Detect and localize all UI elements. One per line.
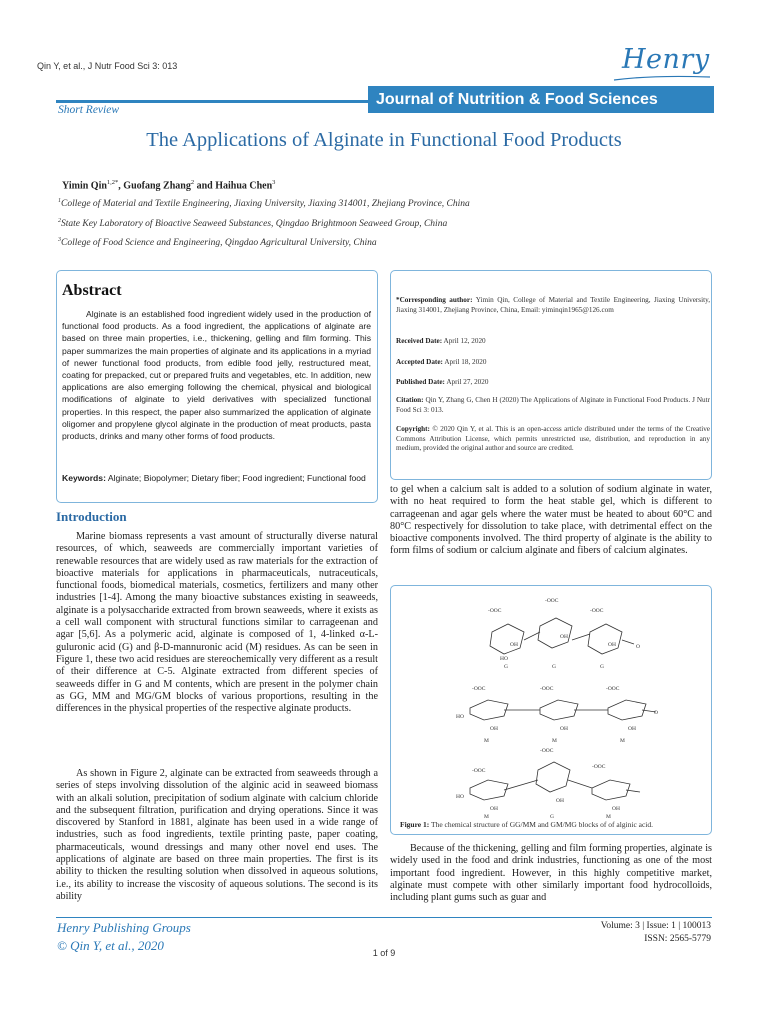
chem-label: OH	[608, 642, 616, 648]
chem-label: OH	[560, 726, 568, 732]
abstract-heading: Abstract	[62, 282, 122, 299]
publisher-logo: Henry	[622, 44, 710, 75]
citation	[396, 396, 710, 415]
figure-caption-text: The chemical structure of GG/MM and GM/MG blocks of of alginic acid.	[430, 820, 654, 829]
chem-label: -OOC	[540, 686, 554, 692]
copyright	[396, 425, 710, 454]
accepted-value: April 18, 2020	[444, 358, 487, 366]
logo-swash	[612, 73, 712, 83]
introduction-paragraph: Marine biomass represents a vast amount of structurally diverse natural resources, of which, seaweeds are commercially important varieties of renewable resources that are widely used as raw materials for the extraction of bioactive materials for applications in pharmaceuticals, nutraceuticals, functional foods, biomedical materials, cosmetics, fertilizers and many other industries [1-4]. Among the many bioactive substances existing in seaweeds, alginate is a polysaccharide extracted from brown seaweeds, where it exists as a cell wall component with structural functions similar to carrageenan and agar [5,6]. As a polymeric acid, alginate is composed of 1, 4-linked α-L-guluronic acid (G) and β-D-mannuronic acid (M) residues. As can be seen in Figure 1, these two acid residues are stereochemically very different as a result of their difference at C-5. Alginate extracted from different species of seaweeds differ in G and M contents, which are present in the polymer chain as GG, MM and MG/GM blocks of various proportions, resulting in the differences in the physical properties of the respective alginate products.	[56, 531, 378, 715]
mm-block-structure	[470, 700, 656, 720]
author-separator: ,	[118, 180, 124, 192]
introduction-heading: Introduction	[56, 509, 127, 524]
author-affiliation-mark: 1,2*	[106, 179, 119, 186]
chem-label: HO	[456, 714, 464, 720]
article-type: Short Review	[58, 104, 119, 116]
received-label: Received Date:	[396, 337, 443, 345]
copyright-label: Copyright:	[396, 425, 430, 433]
author-affiliation-mark: 3	[272, 179, 276, 186]
citation-label: Citation:	[396, 396, 424, 404]
keywords-label: Keywords:	[62, 473, 106, 483]
unit-label: M	[620, 738, 625, 744]
author-list	[62, 179, 275, 191]
footer-issn: ISSN: 2565-5779	[644, 934, 711, 944]
chem-label: -OOC	[592, 764, 606, 770]
footer-copyright: © Qin Y, et al., 2020	[57, 938, 164, 953]
published-value: April 27, 2020	[446, 378, 489, 386]
author-name: Yimin Qin	[62, 180, 107, 192]
chem-label: O	[636, 644, 640, 650]
corresponding-author	[396, 296, 710, 315]
corresponding-label: *Corresponding author:	[396, 296, 473, 304]
footer-publisher: Henry Publishing Groups	[57, 920, 191, 935]
footer-rule	[56, 917, 712, 918]
affiliation-text: State Key Laboratory of Bioactive Seaweed Substances, Qingdao Brightmoon Seaweed Group, China	[61, 219, 448, 230]
unit-label: M	[484, 738, 489, 744]
affiliation-text: College of Material and Textile Engineering, Jiaxing University, Jiaxing 314001, Zhejiang Province, China	[61, 199, 470, 210]
figure-caption	[400, 820, 710, 829]
affiliation-mark: 2	[58, 218, 61, 224]
chem-label: -OOC	[540, 748, 554, 754]
affiliation	[58, 198, 470, 209]
published-date	[396, 378, 710, 388]
affiliation	[58, 237, 377, 248]
chem-label: -OOC	[606, 686, 620, 692]
figure-label: Figure 1:	[400, 820, 430, 829]
published-label: Published Date:	[396, 378, 445, 386]
accepted-label: Accepted Date:	[396, 358, 443, 366]
affiliation-text: College of Food Science and Engineering, Qingdao Agricultural University, China	[61, 238, 377, 249]
chem-label: -OOC	[488, 608, 502, 614]
unit-label: G	[600, 664, 604, 670]
chem-label: HO	[456, 794, 464, 800]
affiliation-mark: 3	[58, 237, 61, 243]
unit-label: M	[606, 814, 611, 818]
introduction-paragraph: Because of the thickening, gelling and film forming properties, alginate is widely used in the food and drink industries, functioning as one of the most important food ingredient. However, in this highly competitive market, alginate must compete with other similarly important food hydrocolloids, including plant gums such as guar and	[390, 843, 712, 904]
unit-label: G	[550, 814, 554, 818]
corresponding-text: Yimin Qin, College of Material and Textile Engineering, Jiaxing University, Jiaxing 314001, Zhejiang Province, China, Email: yiminqin1965@126.com	[396, 296, 711, 314]
affiliation	[58, 218, 447, 229]
chem-label: -OOC	[590, 608, 604, 614]
author-name: Haihua Chen	[215, 180, 273, 192]
chem-label: -OOC	[545, 598, 559, 604]
abstract-text: Alginate is an established food ingredient widely used in the production of functional food products. As a food ingredient, the applications of alginate are based on three main properties, i.e., thickening, gelling and film forming. This paper summarizes the main properties of alginate and its applications in a myriad of newer functional food products, from edible food jelly, restructured meat, coating for prepacked, cut or prepared fruits and vegetables, etc. In addition, new applications are also emerging following the chemical, physical and biological modifications of alginate to yield derivatives with specialized functional properties. In this respect, the paper also summarized the application of alginate oligomer and propylene glycol alginate in the production of meat products, pasta products, drinks and many other forms of food products.	[62, 309, 371, 442]
page-number: 1 of 9	[372, 948, 396, 958]
chem-label: OH	[556, 798, 564, 804]
chem-label: OH	[490, 806, 498, 812]
chem-label: OH	[490, 726, 498, 732]
copyright-text: © 2020 Qin Y, et al. This is an open-access article distributed under the terms of the Creative Commons Attribution License, which permits unrestricted use, distribution, and reproduction in any medium, provided the original author and source are credited.	[396, 425, 710, 453]
chem-label: -OOC	[472, 768, 486, 774]
chem-label: O	[654, 710, 658, 716]
article-title: The Applications of Alginate in Functional Food Products	[146, 129, 622, 151]
chem-label: OH	[612, 806, 620, 812]
introduction-paragraph: to gel when a calcium salt is added to a solution of sodium alginate in water, with no heat required to form the heat stable gel, which is different to carrageenan and agar gels where the water must be heated to about 60°C and 80°C respectively for dissolution to take place, with detrimental effect on the bioactive components involved. The third property of alginate is the ability to form films of sodium or calcium alginate and fibers of calcium alginates.	[390, 484, 712, 557]
unit-label: G	[552, 664, 556, 670]
citation-text: Qin Y, Zhang G, Chen H (2020) The Applications of Alginate in Functional Food Products. J Nutr Food Sci 3: 013.	[396, 396, 711, 414]
keywords	[62, 472, 371, 484]
header-rule	[56, 100, 368, 103]
chem-label: HO	[500, 656, 508, 662]
footer-volume: Volume: 3 | Issue: 1 | 100013	[600, 921, 711, 931]
chem-label: OH	[560, 634, 568, 640]
journal-banner: Journal of Nutrition & Food Sciences	[368, 86, 714, 113]
unit-label: M	[552, 738, 557, 744]
affiliation-mark: 1	[58, 198, 61, 204]
author-affiliation-mark: 2	[190, 179, 195, 186]
running-citation: Qin Y, et al., J Nutr Food Sci 3: 013	[37, 61, 178, 71]
received-date	[396, 337, 710, 347]
unit-label: G	[504, 664, 508, 670]
chem-label: OH	[628, 726, 636, 732]
accepted-date	[396, 358, 710, 368]
chem-label: -OOC	[472, 686, 486, 692]
keywords-text: Alginate; Biopolymer; Dietary fiber; Food ingredient; Functional food	[107, 473, 366, 483]
received-value: April 12, 2020	[443, 337, 486, 345]
unit-label: M	[484, 814, 489, 818]
chem-label: OH	[510, 642, 518, 648]
alginate-structure-figure	[400, 590, 702, 818]
author-name: Guofang Zhang	[123, 180, 191, 192]
mg-block-structure	[470, 762, 640, 800]
introduction-paragraph: As shown in Figure 2, alginate can be extracted from seaweeds through a series of steps involving dissolution of the alginic acid in seaweed biomass with an alkali solution, precipitation of sodium alginate with calcium chloride and the subsequent filtration, purification and drying operations. Since it was discovered by Stanford in 1881, alginate has been used in a wide range of industries, such as food ingredients, textile printing paste, paper coating, pharmaceuticals, wound dressings and many other novel end uses. The applications of alginate are based on three main properties. The first is its ability to thicken the resulting solution when dissolved in aqueous solutions, i.e., its ability to increase the viscosity of aqueous solutions. The second is its ability	[56, 768, 378, 902]
author-separator: and	[194, 180, 216, 192]
